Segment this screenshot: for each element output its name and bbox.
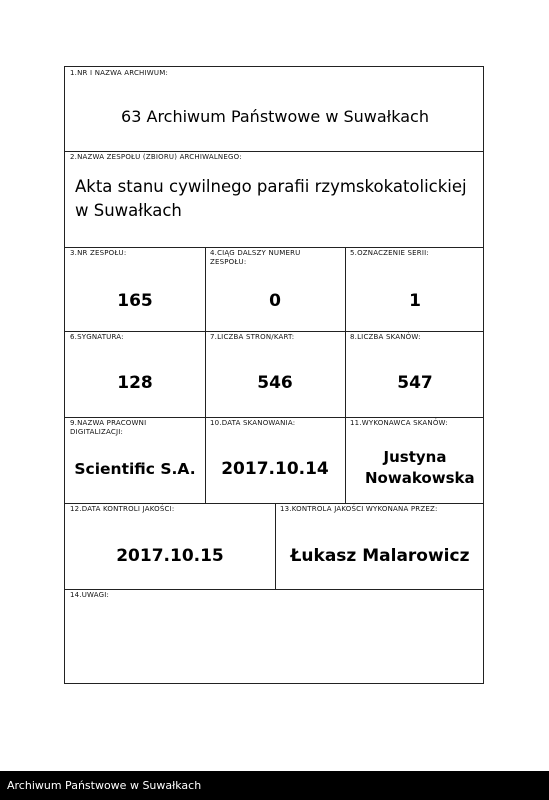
- field-series: [345, 247, 485, 331]
- series-mark: 1: [409, 291, 421, 311]
- field-label: 11.WYKONAWCA SKANÓW:: [350, 419, 448, 427]
- field-remarks: [65, 589, 485, 685]
- qc-operator: Łukasz Malarowicz: [290, 546, 470, 566]
- field-qc-date: [65, 503, 275, 589]
- field-signature: [65, 331, 205, 417]
- archive-name: 63 Archiwum Państwowe w Suwałkach: [121, 107, 429, 126]
- field-scan-operator: [345, 417, 485, 503]
- field-fonds-number-cont: [205, 247, 345, 331]
- field-label: 9.NAZWA PRACOWNI DIGITALIZACJI:: [70, 419, 147, 436]
- field-scan-date: [205, 417, 345, 503]
- scan-date: 2017.10.14: [221, 459, 329, 479]
- field-label: 7.LICZBA STRON/KART:: [210, 333, 295, 341]
- field-label: 4.CIĄG DALSZY NUMERU ZESPOŁU:: [210, 249, 301, 266]
- scan-count: 547: [397, 373, 433, 393]
- field-qc-operator: [275, 503, 485, 589]
- scan-operator: Justyna Nowakowska: [365, 448, 475, 487]
- fonds-number: 165: [117, 291, 153, 311]
- footer-archive-name: Archiwum Państwowe w Suwałkach: [7, 779, 202, 792]
- field-label: 6.SYGNATURA:: [70, 333, 124, 341]
- field-label: 3.NR ZESPOŁU:: [70, 249, 127, 257]
- field-archive: [65, 67, 485, 151]
- fonds-name: Akta stanu cywilnego parafii rzymskokatolickiej w Suwałkach: [75, 177, 467, 220]
- field-label: 5.OZNACZENIE SERII:: [350, 249, 429, 257]
- page-count: 546: [257, 373, 293, 393]
- field-digitization-studio: [65, 417, 205, 503]
- field-label: 14.UWAGI:: [70, 591, 110, 599]
- fonds-number-cont: 0: [269, 291, 281, 311]
- digitization-studio: Scientific S.A.: [74, 460, 196, 478]
- signature: 128: [117, 373, 153, 393]
- field-label: 2.NAZWA ZESPOŁU (ZBIORU) ARCHIWALNEGO:: [70, 153, 242, 161]
- footer-bar: [0, 771, 549, 800]
- field-label: 13.KONTROLA JAKOŚCI WYKONANA PRZEZ:: [280, 505, 438, 513]
- field-page-count: [205, 331, 345, 417]
- qc-date: 2017.10.15: [116, 546, 224, 566]
- field-label: 1.NR I NAZWA ARCHIWUM:: [70, 69, 169, 77]
- field-label: 10.DATA SKANOWANIA:: [210, 419, 296, 427]
- field-fonds-number: [65, 247, 205, 331]
- field-scan-count: [345, 331, 485, 417]
- field-fonds-name: [65, 151, 485, 247]
- field-label: 12.DATA KONTROLI JAKOŚCI:: [70, 505, 175, 513]
- metryka-form: [64, 66, 484, 684]
- field-label: 8.LICZBA SKANÓW:: [350, 333, 421, 341]
